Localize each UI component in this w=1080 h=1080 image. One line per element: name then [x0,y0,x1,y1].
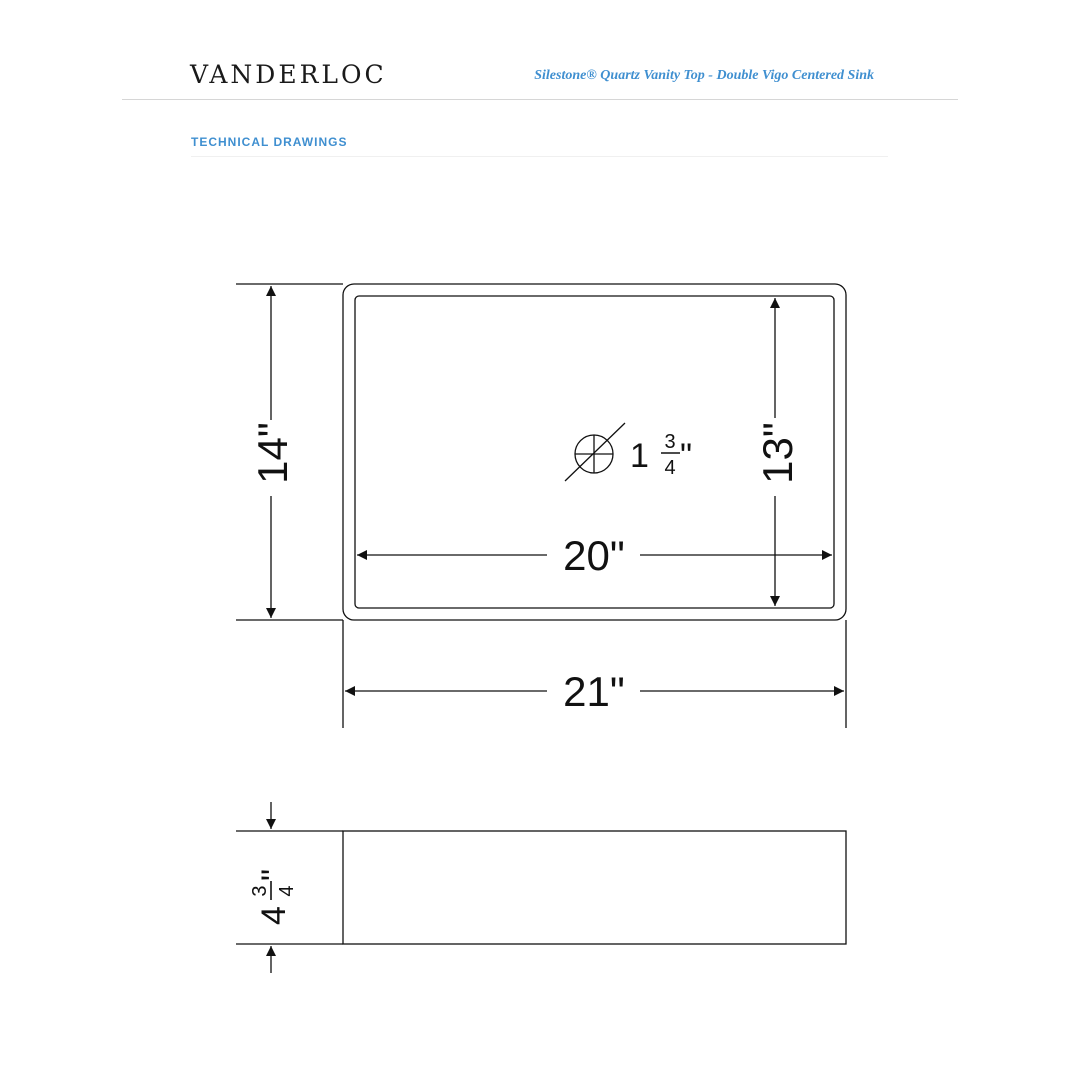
side-height-whole: 4 [255,906,293,925]
outer-depth-label: 14" [249,422,296,484]
drain-icon [565,423,625,481]
side-profile-outline [343,831,846,944]
drain-size-denominator: 4 [664,457,676,479]
drain-size-whole: 1 [630,437,649,475]
side-height-unit: " [255,868,293,881]
drain-size-unit: " [680,437,693,475]
side-height-denominator: 4 [276,885,298,897]
outer-width-label: 21" [563,668,625,715]
brand-logo: VANDERLOC [190,60,387,89]
inner-depth-label: 13" [754,422,801,484]
side-height-numerator: 3 [249,885,271,897]
top-view [236,284,846,728]
inner-width-label: 20" [563,532,625,579]
side-height-label [249,869,298,925]
document-title: Silestone® Quartz Vanity Top - Double Vigo Centered Sink [534,68,874,83]
section-heading: TECHNICAL DRAWINGS [191,135,348,149]
drain-size-label [630,431,692,479]
side-view [236,802,846,973]
drain-size-numerator: 3 [664,431,676,453]
